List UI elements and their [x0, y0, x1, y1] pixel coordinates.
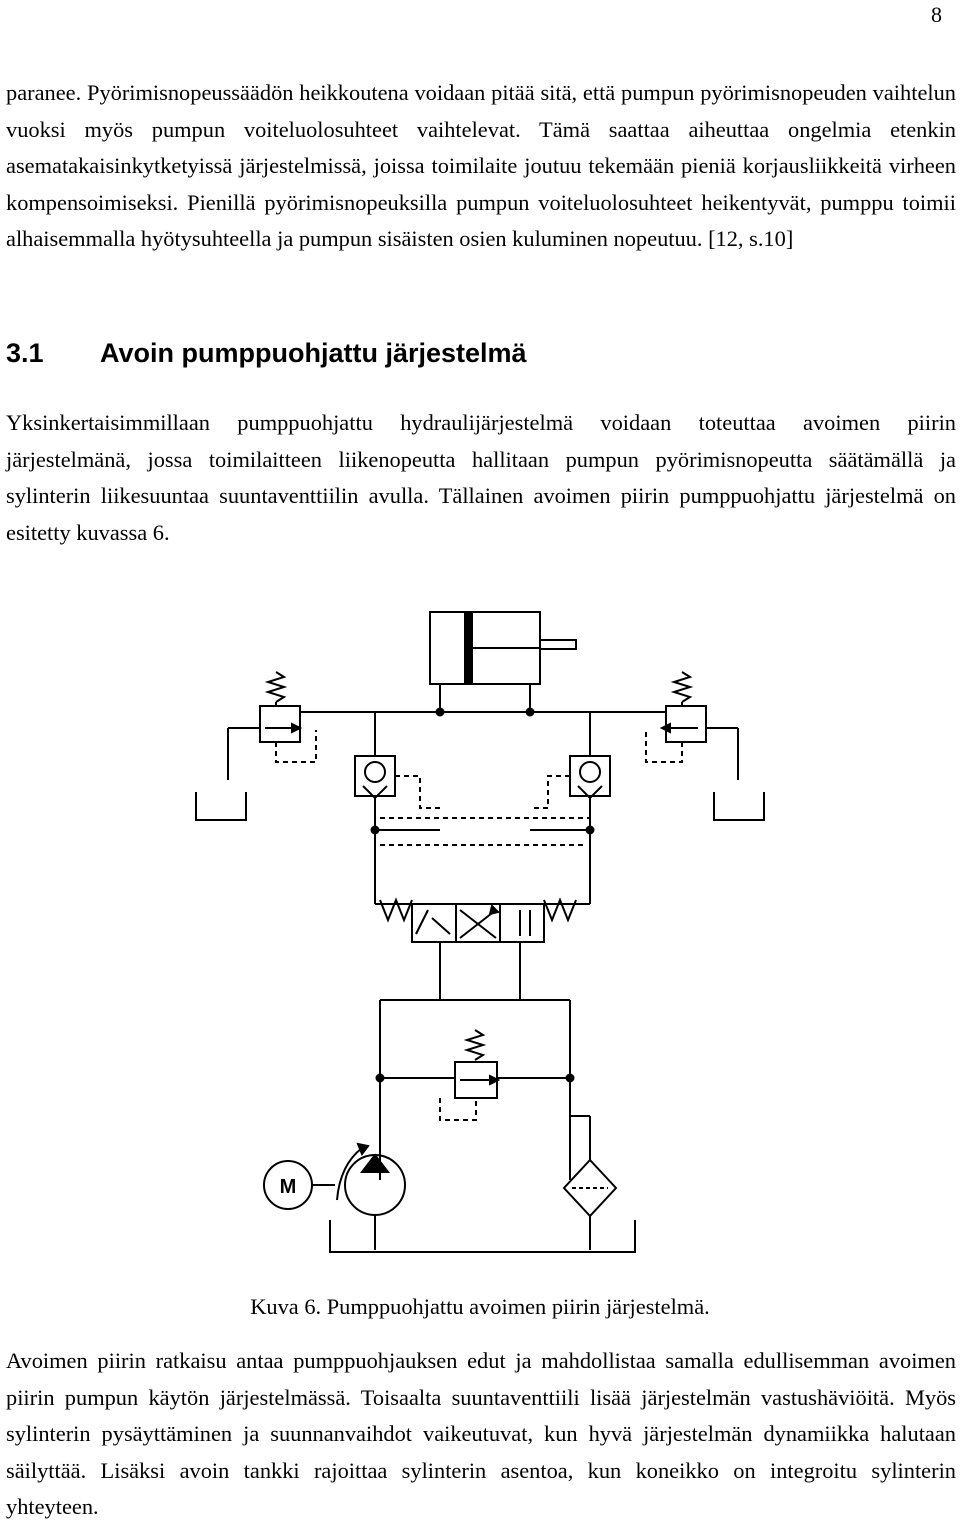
relief-valve-right — [595, 672, 764, 820]
pilot-lines — [372, 818, 594, 872]
directional-valve — [375, 872, 590, 1000]
check-valve-left — [355, 712, 440, 830]
hydraulic-circuit-figure — [180, 600, 780, 1300]
cylinder-symbol — [375, 612, 595, 716]
paragraph-3: Avoimen piirin ratkaisu antaa pumppuohjauksen edut ja mahdollistaa samalla edullisemman avoimen piirin pumpun käytön järjestelmässä. Toisaalta suuntaventtiili lisää järjestelmän vastushäviöitä. Myös sylinterin pysäyttäminen ja suunnanvaihdot vaikeutuvat, kun hyvä järjestelmän dynamiikka halutaan säilyttää. Lisäksi avoin tankki rajoittaa sylinterin asentoa, kun koneikko on integroitu sylinterin yhteyteen. — [6, 1348, 956, 1520]
section-number: 3.1 — [6, 338, 44, 368]
section-heading — [6, 338, 527, 369]
figure-caption: Kuva 6. Pumppuohjattu avoimen piirin järjestelmä. — [250, 1294, 710, 1319]
check-valve-right — [530, 712, 610, 830]
pressure-lines — [377, 1000, 574, 1180]
section-title: Avoin pumppuohjattu järjestelmä — [100, 338, 527, 368]
motor-symbol — [264, 1161, 335, 1209]
filter-symbol — [564, 1116, 616, 1250]
relief-valve-center — [380, 1030, 570, 1120]
paragraph-1: paranee. Pyörimisnopeussäädön heikkoutena voidaan pitää sitä, että pumpun pyörimisnopeuden vaihtelun vuoksi myös pumpun voiteluolosuhteet vaihtelevat. Tämä saattaa aiheuttaa ongelmia etenkin asematakaisinkytketyissä järjestelmissä, joissa toimilaite joutuu tekemään pieniä korjausliikkeitä virheen kompensoimiseksi. Pienillä pyörimisnopeuksilla pumpun voiteluolosuhteet heikentyvät, pumppu toimii alhaisemmalla hyötysuhteella ja pumpun sisäisten osien kuluminen nopeutuu. [12, s.10] — [6, 80, 956, 252]
pump-symbol — [337, 1144, 405, 1250]
paragraph-2: Yksinkertaisimmillaan pumppuohjattu hydraulijärjestelmä voidaan toteuttaa avoimen piirin järjestelmänä, jossa toimilaitteen liikenopeutta hallitaan pumpun pyörimisnopeutta säätämällä ja sylinterin liikesuuntaa suuntaventtiilin avulla. Tällainen avoimen piirin pumppuohjattu järjestelmä on esitetty kuvassa 6. — [6, 410, 956, 545]
page-number: 8 — [931, 2, 942, 27]
motor-label: M — [279, 1176, 297, 1198]
relief-valve-left — [196, 672, 375, 820]
